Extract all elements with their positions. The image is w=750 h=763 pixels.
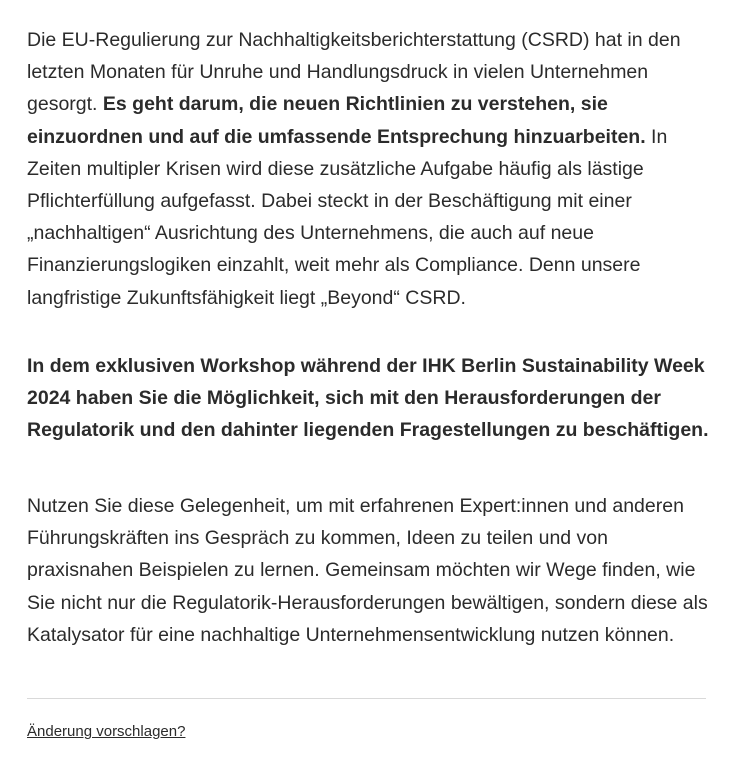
intro-bold-text: Es geht darum, die neuen Richtlinien zu verstehen, sie einzuordnen und auf die umfassende Entsprechung hinzuarbeiten. [27,93,646,148]
intro-paragraph [27,24,717,314]
opportunity-paragraph: Nutzen Sie diese Gelegenheit, um mit erfahrenen Expert:innen und anderen Führungskräften ins Gespräch zu kommen, Ideen zu teilen und von praxisnahen Beispielen zu lernen. Gemeinsam möchten wir Wege finden, wie Sie nicht nur die Regulatorik-Herausforderungen bewältigen, sondern diese als Katalysator für eine nachhaltige Unternehmensentwicklung nutzen können. [27,495,708,646]
suggest-change-link[interactable]: Änderung vorschlagen? [27,723,186,740]
workshop-paragraph: In dem exklusiven Workshop während der IHK Berlin Sustainability Week 2024 haben Sie die Möglichkeit, sich mit den Herausforderungen der Regulatorik und den dahinter liegenden Fragestellungen zu beschäftigen. [27,355,709,442]
intro-text-end: In Zeiten multipler Krisen wird diese zusätzliche Aufgabe häufig als lästige Pflichterfüllung aufgefasst. Dabei steckt in der Beschäftigung mit einer „nachhaltigen“ Ausrichtung des Unternehmens, die auch auf neue Finanzierungslogiken einzahlt, weit mehr als Compliance. Denn unsere langfristige Zukunftsfähigkeit liegt „Beyond“ CSRD. [27,125,668,309]
divider [27,698,706,699]
intro-text-start: Die EU-Regulierung zur Nachhaltigkeitsberichterstattung (CSRD) hat in den letzten Monaten für Unruhe und Handlungsdruck in vielen Unternehmen gesorgt. [27,29,681,116]
